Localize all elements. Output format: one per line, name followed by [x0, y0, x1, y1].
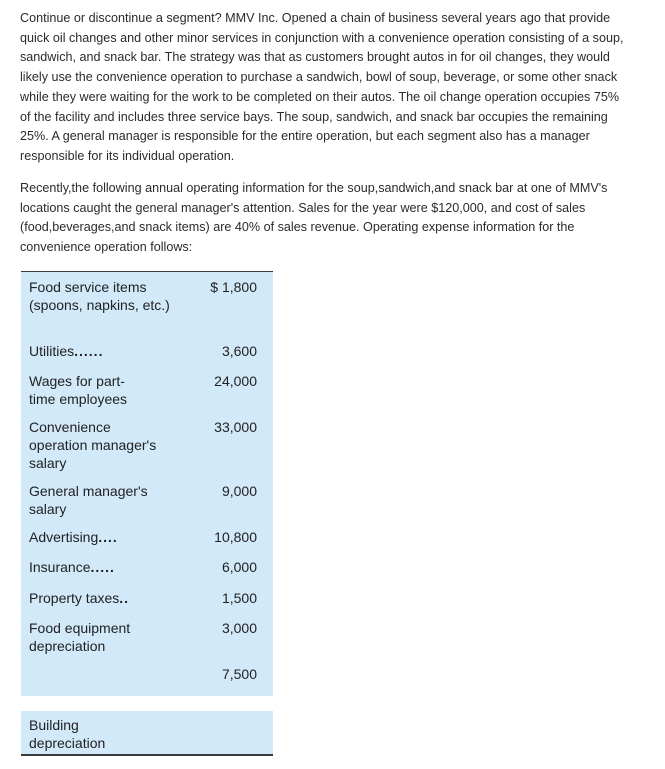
intro-paragraph: Continue or discontinue a segment? MMV Inc. Opened a chain of business several years ago that provide quick oil changes and other minor services in conjunction with a convenience operation consisting of a soup, sandwich, and snack bar. The strategy was that as customers brought autos in for oil changes, they would likely use the convenience operation to purchase a sandwich, bowl of soup, beverage, or some other snack while they were waiting for the work to be completed on their autos. The oil change operation occupies 75% of the facility and includes three service bays. The soup, sandwich, and snack bar occupies the remaining 25%. A general manager is responsible for the entire operation, but each segment also has a manager responsible for its individual operation.	[20, 11, 624, 163]
dot-leader: .....	[90, 559, 115, 575]
dot-leader: ......	[74, 343, 104, 359]
expense-label: Advertising....	[29, 529, 118, 545]
expense-value: 24,000	[214, 373, 257, 389]
expense-value: 33,000	[214, 419, 257, 435]
expense-value: $ 1,800	[210, 279, 257, 295]
expense-label: Food equipment depreciation	[29, 620, 131, 654]
expense-value: 1,500	[221, 590, 257, 606]
expense-label: Food service items (spoons, napkins, etc.)	[29, 279, 170, 313]
dot-leader: ....	[98, 529, 118, 545]
expense-table	[21, 271, 273, 696]
expense-value: 10,800	[214, 529, 257, 545]
expense-label: Wages for part-time employees	[29, 373, 128, 407]
expense-value: 6,000	[221, 559, 257, 575]
expense-value: 7,500	[221, 666, 257, 682]
expense-label: General manager's salary	[29, 483, 148, 517]
expense-label: Utilities......	[29, 343, 104, 359]
expense-label: Building depreciation	[29, 717, 106, 751]
expense-table-continued	[21, 711, 273, 756]
dot-leader: ..	[119, 590, 130, 606]
expense-value: 3,000	[221, 620, 257, 636]
info-paragraph: Recently,the following annual operating information for the soup,sandwich,and snack bar at one of MMV's locations caught the general manager's attention. Sales for the year were $120,000, and cost of sales (food,beverages,and snack items) are 40% of sales revenue. Operating expense information for the convenience operation follows:	[20, 181, 608, 255]
expense-value: 9,000	[221, 483, 257, 499]
expense-label: Convenience operation manager's salary	[29, 419, 157, 471]
expense-label: Insurance.....	[29, 559, 115, 575]
expense-label: Property taxes..	[29, 590, 130, 606]
expense-value: 3,600	[221, 343, 257, 359]
